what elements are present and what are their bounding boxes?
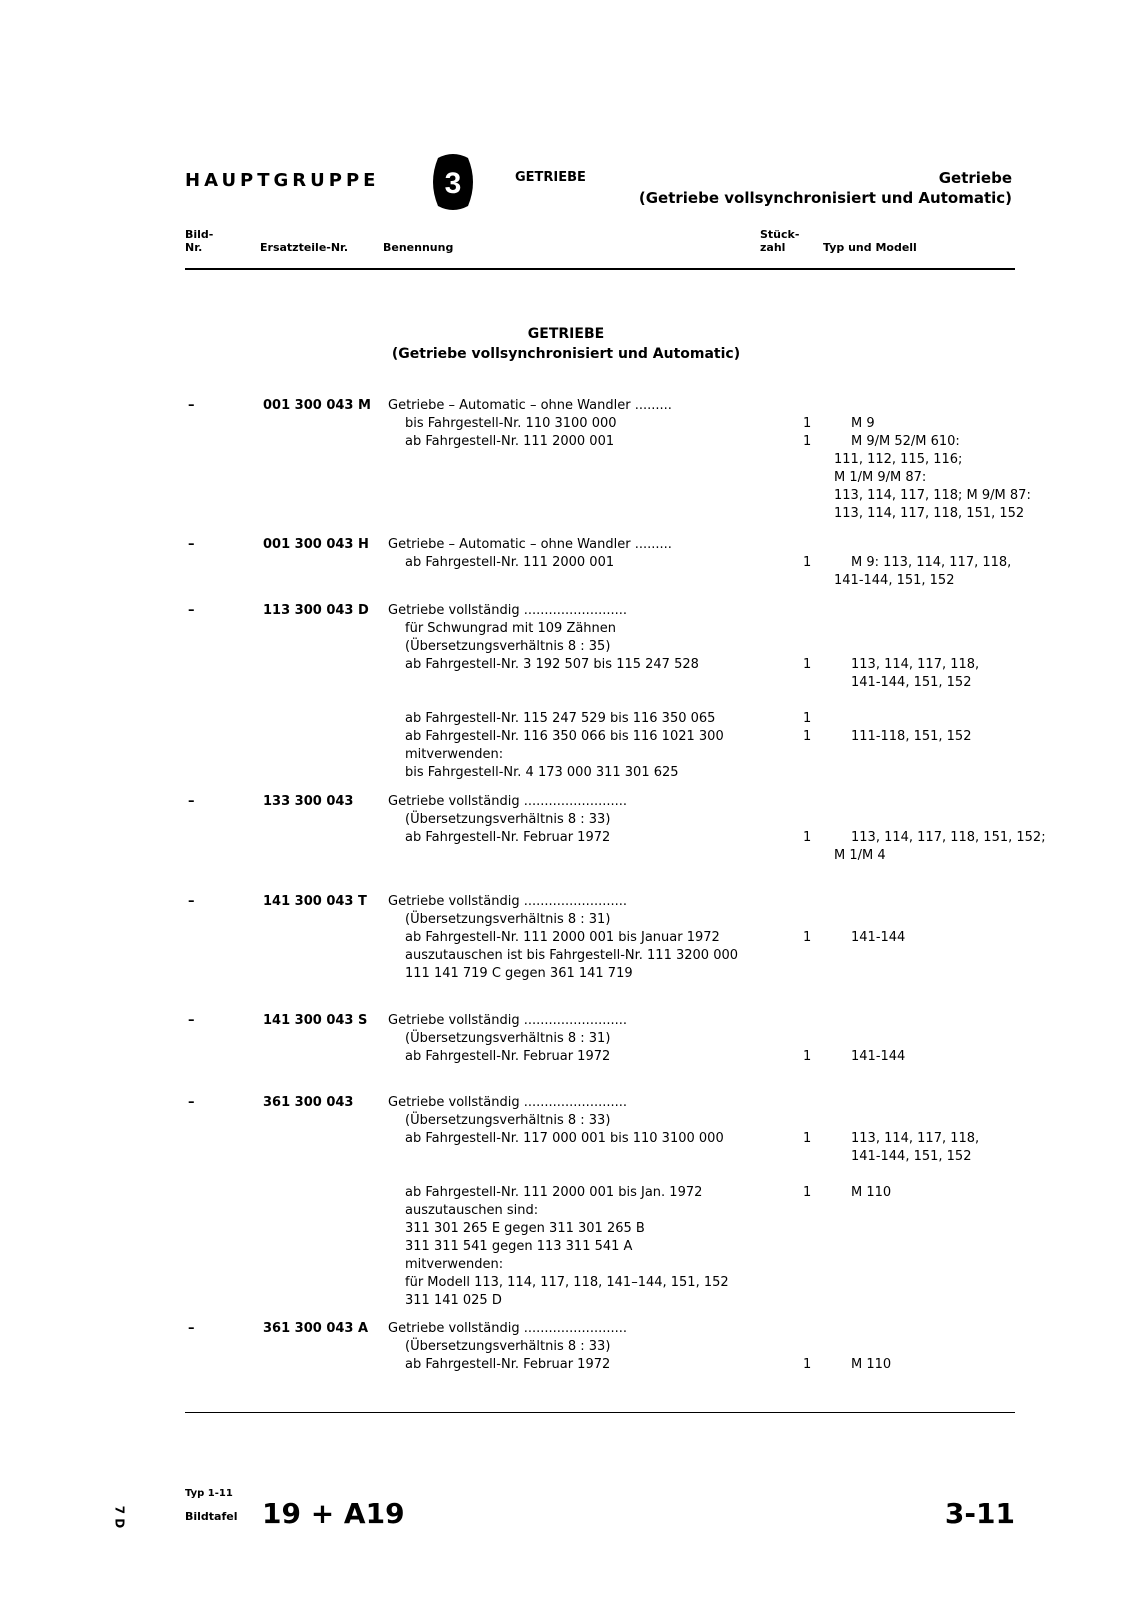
model-text: 111, 112, 115, 116; [834,452,963,467]
description-block [388,397,960,451]
description-line [388,947,788,965]
description-line [388,1338,788,1356]
bild-nr: – [188,1095,195,1110]
col-typ: Typ und Modell [823,241,917,254]
quantity: 1 [803,434,812,449]
description-text: ab Fahrgestell-Nr. 111 2000 001 [405,555,615,570]
description-line [388,793,788,811]
description-line [388,1148,972,1166]
description-text: Getriebe – Automatic – ohne Wandler ......... [388,398,672,413]
svg-text:3: 3 [444,167,462,200]
model-text: 141-144, 151, 152 [834,573,955,588]
description-text: mitverwenden: [405,747,504,762]
part-number: 361 300 043 A [263,1321,369,1336]
description-line [388,1256,788,1274]
quantity: 1 [803,1357,812,1372]
description-line [388,638,788,656]
description-text: auszutauschen ist bis Fahrgestell-Nr. 111 3200 000 [405,948,739,963]
description-text: Getriebe vollständig ......................... [388,1095,628,1110]
description-line [388,1094,788,1112]
description-block [388,893,906,983]
part-number: 113 300 043 D [263,603,369,618]
description-text: ab Fahrgestell-Nr. 111 2000 001 bis Jan. 1972 [405,1185,703,1200]
group-number-badge [430,152,476,212]
part-number: 133 300 043 [263,794,354,809]
quantity: 1 [803,711,812,726]
description-text: ab Fahrgestell-Nr. 111 2000 001 bis Januar 1972 [405,930,720,945]
description-block [388,1320,892,1374]
description-text: (Übersetzungsverhältnis 8 : 31) [405,912,611,927]
model-text: 141-144, 151, 152 [851,1149,972,1164]
main-group-label: HAUPTGRUPPE [185,170,380,191]
header-rule [185,268,1015,270]
footer-page-number: 3-11 [944,1497,1015,1530]
description-text: ab Fahrgestell-Nr. 111 2000 001 [405,434,615,449]
description-line [388,764,788,782]
description-text: für Schwungrad mit 109 Zähnen [405,621,617,636]
model-text: 113, 114, 117, 118, [851,1131,980,1146]
description-text: ab Fahrgestell-Nr. Februar 1972 [405,1357,611,1372]
description-text: 311 141 025 D [405,1293,502,1308]
model-text: 113, 114, 117, 118, 151, 152 [834,506,1025,521]
description-line [388,397,788,415]
description-text: Getriebe vollständig ......................... [388,894,628,909]
quantity: 1 [803,729,812,744]
description-text: Getriebe vollständig ......................... [388,794,628,809]
description-block [388,1094,980,1310]
part-number: 141 300 043 S [263,1013,368,1028]
part-number: 001 300 043 M [263,398,371,413]
description-line [388,674,972,692]
description-text: (Übersetzungsverhältnis 8 : 33) [405,812,611,827]
bild-nr: – [188,794,195,809]
description-text: (Übersetzungsverhältnis 8 : 33) [405,1339,611,1354]
header-title: Getriebe [938,169,1012,187]
description-line [388,554,1012,572]
description-line [388,1012,788,1030]
model-text: M 9/M 52/M 610: [851,434,960,449]
description-line [388,1320,788,1338]
description-line [388,415,875,433]
description-line [388,1202,788,1220]
model-text: M 1/M 4 [834,848,886,863]
col-stueckzahl [760,228,799,254]
description-line [388,1184,892,1202]
description-text: (Übersetzungsverhältnis 8 : 31) [405,1031,611,1046]
bild-nr: – [188,398,195,413]
description-line [388,728,972,746]
description-line [388,1220,788,1238]
description-line [388,620,788,638]
description-line [388,893,788,911]
header-right-title [639,168,1012,208]
bild-nr: – [188,1013,195,1028]
model-text: M 1/M 9/M 87: [834,470,927,485]
section-subtitle: (Getriebe vollsynchronisiert und Automatic) [391,346,741,362]
description-line [388,911,788,929]
description-text: ab Fahrgestell-Nr. 3 192 507 bis 115 247 528 [405,657,699,672]
description-line [388,829,1046,847]
description-line [388,811,788,829]
section-title: GETRIEBE [527,326,605,342]
description-line [388,1356,892,1374]
description-text: 311 301 265 E gegen 311 301 265 B [405,1221,645,1236]
description-line [388,1238,788,1256]
model-text: M 110 [851,1185,892,1200]
footer-rule [185,1412,1015,1413]
description-text: (Übersetzungsverhältnis 8 : 35) [405,639,611,654]
col-stueck-line2: zahl [760,241,786,254]
part-number: 001 300 043 H [263,537,369,552]
description-block [388,793,1046,847]
quantity: 1 [803,830,812,845]
description-line [388,1112,788,1130]
bild-nr: – [188,1321,195,1336]
model-text: 141-144 [851,930,906,945]
description-text: ab Fahrgestell-Nr. 117 000 001 bis 110 3100 000 [405,1131,724,1146]
description-block [388,1012,906,1066]
col-bild-nr-line2: Nr. [185,241,203,254]
model-text: 113, 114, 117, 118, 151, 152; [851,830,1046,845]
description-line [388,433,960,451]
col-bild-nr-line1: Bild- [185,228,214,241]
header-subtitle: (Getriebe vollsynchronisiert und Automatic) [638,189,1012,207]
model-text: M 9 [851,416,875,431]
quantity: 1 [803,657,812,672]
description-line [388,965,788,983]
description-line [388,929,906,947]
quantity: 1 [803,1185,812,1200]
description-line [388,1274,788,1292]
description-text: ab Fahrgestell-Nr. Februar 1972 [405,830,611,845]
part-number: 361 300 043 [263,1095,354,1110]
description-text: (Übersetzungsverhältnis 8 : 33) [405,1113,611,1128]
quantity: 1 [803,416,812,431]
description-text: 111 141 719 C gegen 361 141 719 [405,966,633,981]
col-stueck-line1: Stück- [760,228,800,241]
model-text: 113, 114, 117, 118, [851,657,980,672]
description-block [388,536,1012,572]
description-line [388,1030,788,1048]
model-text: 111-118, 151, 152 [851,729,972,744]
footer-bildtafel-number: 19 + A19 [262,1497,405,1530]
model-text: M 9: 113, 114, 117, 118, [851,555,1012,570]
description-text: Getriebe vollständig ......................... [388,1013,628,1028]
quantity: 1 [803,1049,812,1064]
description-line [388,536,788,554]
description-text: Getriebe vollständig ......................... [388,1321,628,1336]
description-line [388,1292,788,1310]
description-text: ab Fahrgestell-Nr. 116 350 066 bis 116 1021 300 [405,729,724,744]
model-text: 113, 114, 117, 118; M 9/M 87: [834,488,1031,503]
description-line [388,1130,980,1148]
description-text: bis Fahrgestell-Nr. 4 173 000 311 301 625 [405,765,679,780]
group-name: GETRIEBE [515,170,586,185]
bild-nr: – [188,537,195,552]
bild-nr: – [188,603,195,618]
description-text: Getriebe – Automatic – ohne Wandler ......... [388,537,672,552]
model-text: 141-144 [851,1049,906,1064]
description-line [388,602,788,620]
description-text: Getriebe vollständig ......................... [388,603,628,618]
footer-typ: Typ 1-11 [185,1488,233,1499]
col-benennung: Benennung [383,241,454,254]
bild-nr: – [188,894,195,909]
description-line [388,746,788,764]
side-mark: 7 D [112,1505,127,1529]
col-ersatzteile: Ersatzteile-Nr. [260,241,349,254]
description-text: ab Fahrgestell-Nr. Februar 1972 [405,1049,611,1064]
model-text: M 110 [851,1357,892,1372]
description-text: mitverwenden: [405,1257,504,1272]
col-bild-nr [185,228,213,254]
description-block [388,602,980,782]
footer-bildtafel-label: Bildtafel [185,1510,238,1523]
description-text: 311 311 541 gegen 113 311 541 A [405,1239,633,1254]
description-line [388,656,980,674]
description-line [388,1048,906,1066]
quantity: 1 [803,930,812,945]
description-line [388,710,812,728]
description-text: bis Fahrgestell-Nr. 110 3100 000 [405,416,617,431]
description-text: ab Fahrgestell-Nr. 115 247 529 bis 116 350 065 [405,711,716,726]
description-text: auszutauschen sind: [405,1203,539,1218]
quantity: 1 [803,1131,812,1146]
quantity: 1 [803,555,812,570]
part-number: 141 300 043 T [263,894,367,909]
model-text: 141-144, 151, 152 [851,675,972,690]
description-text: für Modell 113, 114, 117, 118, 141–144, 151, 152 [405,1275,729,1290]
